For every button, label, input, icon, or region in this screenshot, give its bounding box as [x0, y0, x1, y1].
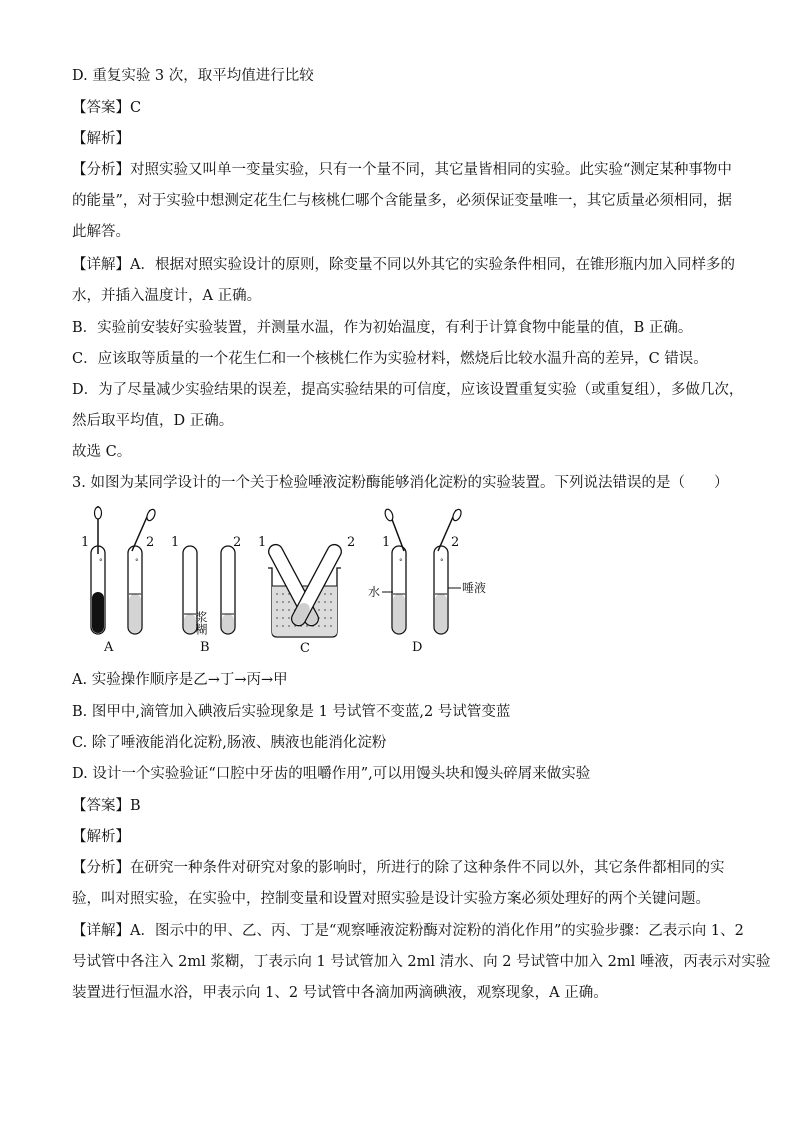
tube-number: 2	[347, 535, 356, 550]
text-line: B．实验前安装好实验装置，并测量水温，作为初始温度，有利于计算食物中能量的值，B 正确。	[72, 320, 693, 336]
tube-number: 1	[81, 535, 90, 550]
tube-number: 1	[258, 535, 267, 550]
text-line: 装置进行恒温水浴，甲表示向 1、2 号试管中各滴加两滴碘液，观察现象，A 正确。	[72, 985, 608, 1001]
apparatus-b	[171, 535, 241, 655]
option-b: B. 图甲中,滴管加入碘液后实验现象是 1 号试管不变蓝,2 号试管变蓝	[72, 704, 511, 720]
option-d: D. 设计一个实验验证“口腔中牙齿的咀嚼作用”,可以用馒头块和馒头碎屑来做实验	[72, 766, 591, 782]
text-line: 号试管中各注入 2ml 浆糊，丁表示向 1 号试管加入 2ml 清水、向 2 号试管中加入 2ml 唾液，丙表示对实验	[72, 954, 771, 970]
tube-number: 2	[146, 535, 155, 550]
text-line: 【分析】对照实验又叫单一变量实验，只有一个量不同，其它量皆相同的实验。此实验“测定某种事物中	[72, 162, 732, 178]
tube-number: 1	[171, 535, 180, 550]
apparatus-d	[368, 508, 486, 655]
question-stem: 3. 如图为某同学设计的一个关于检验唾液淀粉酶能够消化淀粉的实验装置。下列说法错误的是（ ）	[72, 475, 729, 491]
text-line: C．应该取等质量的一个花生仁和一个核桃仁作为实验材料，燃烧后比较水温升高的差异，C 错误。	[72, 351, 708, 367]
experiment-figure	[72, 506, 512, 656]
text-line: 水，并插入温度计，A 正确。	[72, 288, 262, 304]
svg-text:°: °	[440, 558, 444, 566]
apparatus-a	[81, 506, 157, 655]
apparatus-c	[258, 535, 355, 656]
text-line: 验，叫对照实验，在实验中，控制变量和设置对照实验是设计实验方案必须处理好的两个关键问题。	[72, 891, 710, 907]
answer-label: 【答案】B	[72, 798, 141, 814]
text-line: D. 重复实验 3 次，取平均值进行比较	[72, 68, 314, 84]
text-line: 的能量”，对于实验中想测定花生仁与核桃仁哪个含能量多，必须保证变量唯一，其它质量必须相同，据	[72, 193, 732, 209]
tube-number: 2	[233, 535, 242, 550]
saliva-label: 唾液	[462, 581, 487, 595]
label-b: B	[200, 640, 210, 655]
text-line: 此解答。	[72, 224, 130, 240]
text-line: 故选 C。	[72, 444, 132, 460]
label-a: A	[104, 640, 114, 655]
answer-label: 【答案】C	[72, 100, 142, 116]
option-c: C. 除了唾液能消化淀粉,肠液、胰液也能消化淀粉	[72, 735, 387, 751]
svg-text:°: °	[135, 558, 139, 566]
text-line: 然后取平均值，D 正确。	[72, 413, 234, 429]
water-label: 水	[368, 585, 381, 599]
analysis-heading: 【解析】	[72, 131, 130, 147]
text-line: 【分析】在研究一种条件对研究对象的影响时，所进行的除了这种条件不同以外，其它条件都相同的实	[72, 860, 725, 876]
paste-label: 浆糊	[194, 611, 208, 635]
analysis-heading: 【解析】	[72, 829, 130, 845]
svg-text:°: °	[399, 558, 403, 566]
tube-number: 2	[451, 535, 460, 550]
tube-number: 1	[382, 535, 391, 550]
text-line: 【详解】A．根据对照实验设计的原则，除变量不同以外其它的实验条件相同，在锥形瓶内加入同样多的	[72, 257, 735, 273]
option-a: A. 实验操作顺序是乙→丁→丙→甲	[72, 672, 288, 688]
label-c: C	[300, 641, 310, 656]
text-line: D．为了尽量减少实验结果的误差，提高实验结果的可信度，应该设置重复实验（或重复组），多做几次，	[72, 382, 744, 398]
label-d: D	[412, 640, 423, 655]
text-line: 【详解】A．图示中的甲、乙、丙、丁是“观察唾液淀粉酶对淀粉的消化作用”的实验步骤：乙表示向 1、2	[72, 923, 744, 939]
svg-text:°: °	[99, 558, 103, 566]
